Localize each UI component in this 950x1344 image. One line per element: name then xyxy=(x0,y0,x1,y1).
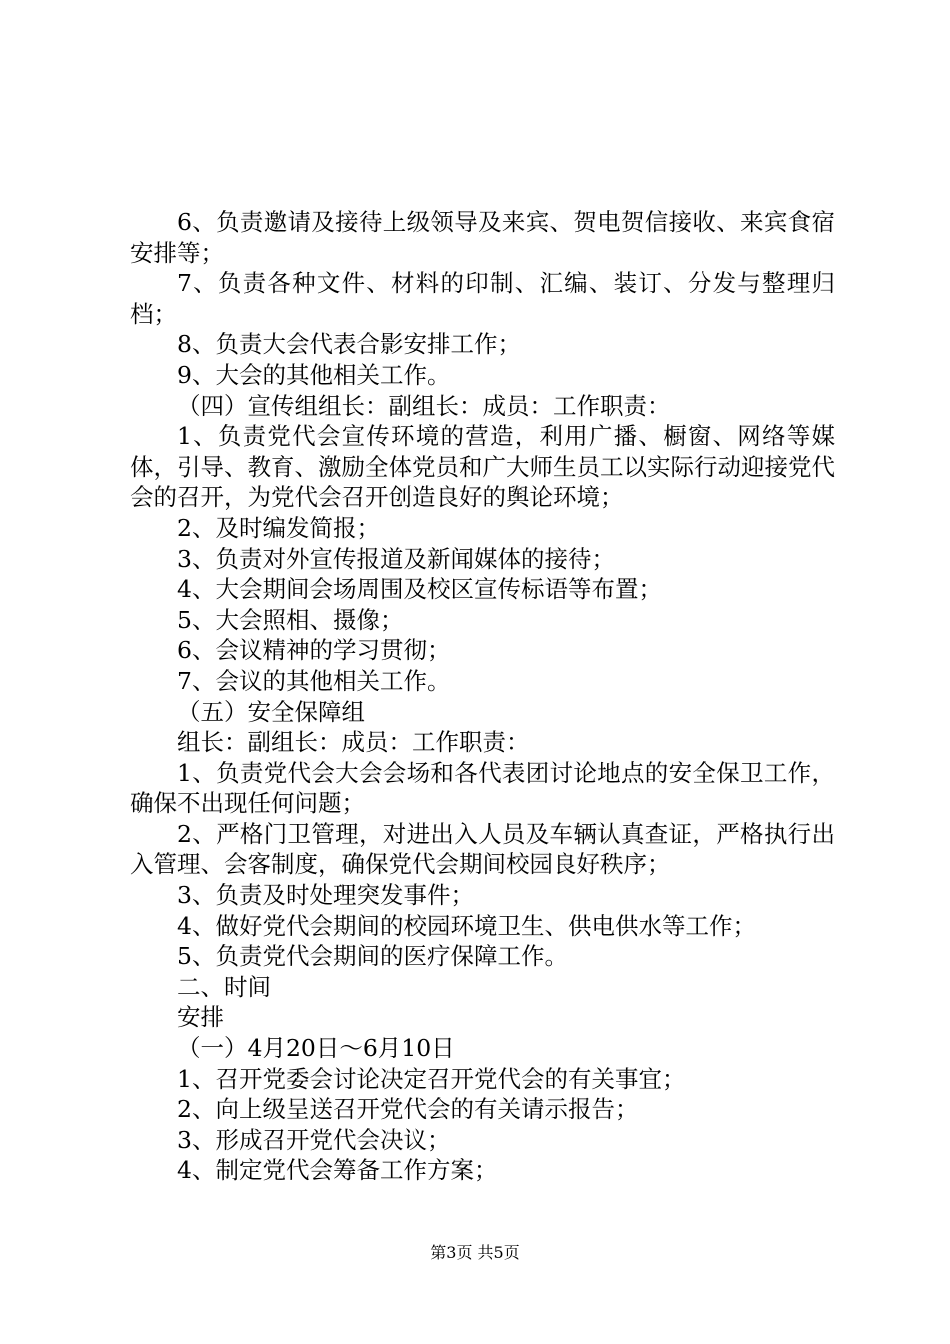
paragraph-schedule-3: 3、形成召开党代会决议； xyxy=(177,1125,451,1154)
paragraph-publicity-3: 3、负责对外宣传报道及新闻媒体的接待； xyxy=(177,544,615,573)
paragraph-item-6-reception: 6、负责邀请及接待上级领导及来宾、贺电贺信接收、来宾食宿安排等； xyxy=(130,208,835,267)
paragraph-schedule-1: 1、召开党委会讨论决定召开党代会的有关事宜； xyxy=(177,1064,686,1093)
paragraph-schedule-4: 4、制定党代会筹备工作方案； xyxy=(177,1156,498,1185)
paragraph-security-roles: 组长：副组长：成员：工作职责： xyxy=(177,728,530,757)
paragraph-publicity-7: 7、会议的其他相关工作。 xyxy=(177,666,451,695)
paragraph-publicity-2: 2、及时编发简报； xyxy=(177,513,380,542)
subheading-date-range: （一）4月20日～6月10日 xyxy=(177,1034,455,1063)
paragraph-publicity-5: 5、大会照相、摄像； xyxy=(177,605,404,634)
page-number-footer: 第3页 共5页 xyxy=(430,1243,520,1262)
paragraph-security-4: 4、做好党代会期间的校园环境卫生、供电供水等工作； xyxy=(177,911,756,940)
paragraph-item-8-photo: 8、负责大会代表合影安排工作； xyxy=(177,330,521,359)
paragraph-publicity-6: 6、会议精神的学习贯彻； xyxy=(177,636,451,665)
paragraph-security-1: 1、负责党代会大会会场和各代表团讨论地点的安全保卫工作，确保不出现任何问题； xyxy=(130,758,835,818)
section-heading-time: 二、时间 xyxy=(177,972,271,1001)
paragraph-schedule-2: 2、向上级呈送召开党代会的有关请示报告； xyxy=(177,1095,639,1124)
section-heading-arrangement: 安排 xyxy=(177,1003,224,1032)
paragraph-item-9-other: 9、大会的其他相关工作。 xyxy=(177,360,451,389)
section-heading-security-group: （五）安全保障组 xyxy=(177,697,365,726)
paragraph-item-7-documents: 7、负责各种文件、材料的印制、汇编、装订、分发与整理归档； xyxy=(130,269,835,328)
paragraph-security-2: 2、严格门卫管理，对进出入人员及车辆认真查证，严格执行出入管理、会客制度，确保党代会期间校园良好秩序； xyxy=(130,819,835,879)
document-body xyxy=(130,207,835,1186)
paragraph-security-5: 5、负责党代会期间的医疗保障工作。 xyxy=(177,942,568,971)
paragraph-security-3: 3、负责及时处理突发事件； xyxy=(177,881,474,910)
paragraph-publicity-4: 4、大会期间会场周围及校区宣传标语等布置； xyxy=(177,575,662,604)
paragraph-publicity-1: 1、负责党代会宣传环境的营造，利用广播、橱窗、网络等媒体，引导、教育、激励全体党员和广大师生员工以实际行动迎接党代会的召开，为党代会召开创造良好的舆论环境； xyxy=(130,422,835,512)
section-heading-publicity-group: （四）宣传组组长：副组长：成员：工作职责： xyxy=(177,391,671,420)
